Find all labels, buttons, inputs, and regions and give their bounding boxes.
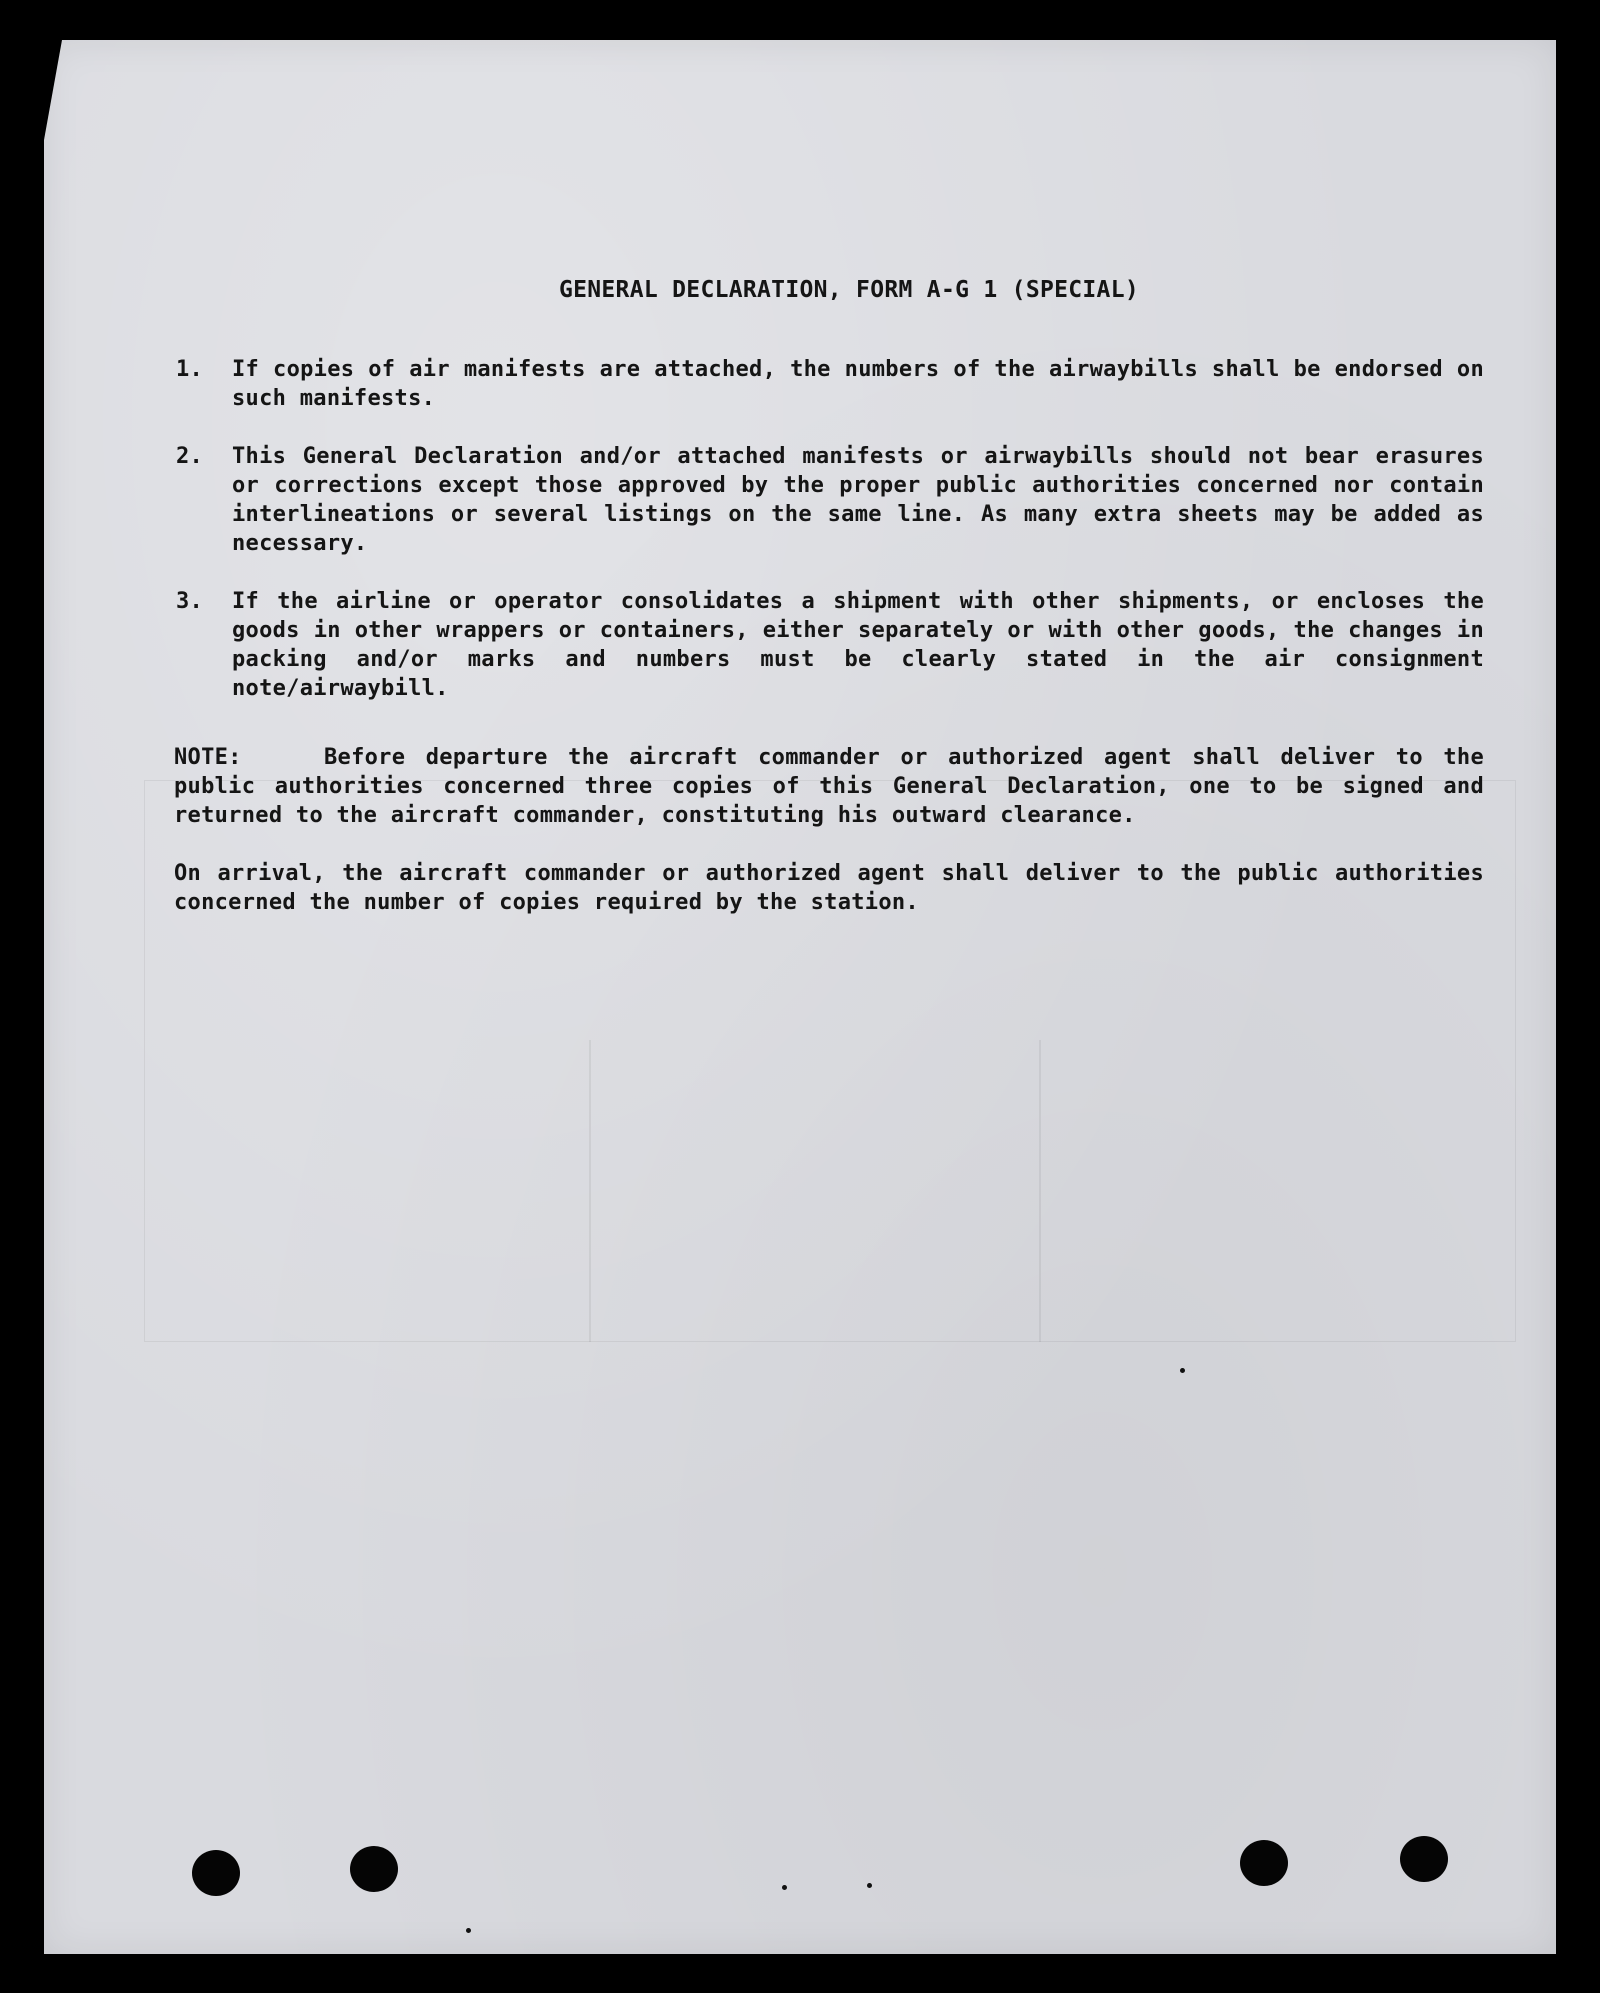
note-label: NOTE:: [174, 745, 242, 770]
ink-speck: [1180, 1368, 1185, 1373]
punch-hole-icon: [350, 1846, 398, 1892]
note-text: Before departure the aircraft commander or authorized agent shall deliver to the public authorities concerned three copies of this General Declaration, one to be signed and returned to the aircraft commander, constituting his outward clearance.: [174, 745, 1484, 828]
item-number: 1.: [176, 357, 204, 382]
ink-speck: [782, 1885, 787, 1890]
punch-hole-icon: [1400, 1836, 1448, 1882]
bleed-through-line: [589, 1040, 591, 1342]
item-number: 3.: [176, 589, 204, 614]
ink-speck: [867, 1883, 872, 1888]
ink-speck: [466, 1928, 471, 1933]
instruction-item-3: [174, 587, 1484, 703]
item-number: 2.: [176, 444, 204, 469]
folded-corner: [44, 40, 62, 140]
document-title: GENERAL DECLARATION, FORM A-G 1 (SPECIAL): [558, 277, 1140, 303]
item-text: If copies of air manifests are attached, the numbers of the airwaybills shall be endorsed on such manifests.: [232, 357, 1484, 411]
document-page: [44, 40, 1556, 1954]
item-text: This General Declaration and/or attached manifests or airwaybills should not bear erasures or corrections except those approved by the proper public authorities concerned nor contain interlineations or several listings on the same line. As many extra sheets may be added as necessary.: [232, 444, 1484, 556]
instruction-item-2: [174, 442, 1484, 558]
arrival-paragraph: On arrival, the aircraft commander or authorized agent shall deliver to the public authorities concerned the number of copies required by the station.: [174, 861, 1484, 915]
punch-hole-icon: [1240, 1840, 1288, 1886]
document-body: [174, 276, 1484, 917]
note-paragraph: [174, 743, 1484, 830]
instruction-item-1: [174, 355, 1484, 413]
bleed-through-line: [1039, 1040, 1041, 1342]
punch-hole-icon: [192, 1850, 240, 1896]
item-text: If the airline or operator consolidates a shipment with other shipments, or encloses the goods in other wrappers or containers, either separately or with other goods, the changes in packing and/or marks and numbers must be clearly stated in the air consignment note/airwaybill.: [232, 589, 1484, 701]
